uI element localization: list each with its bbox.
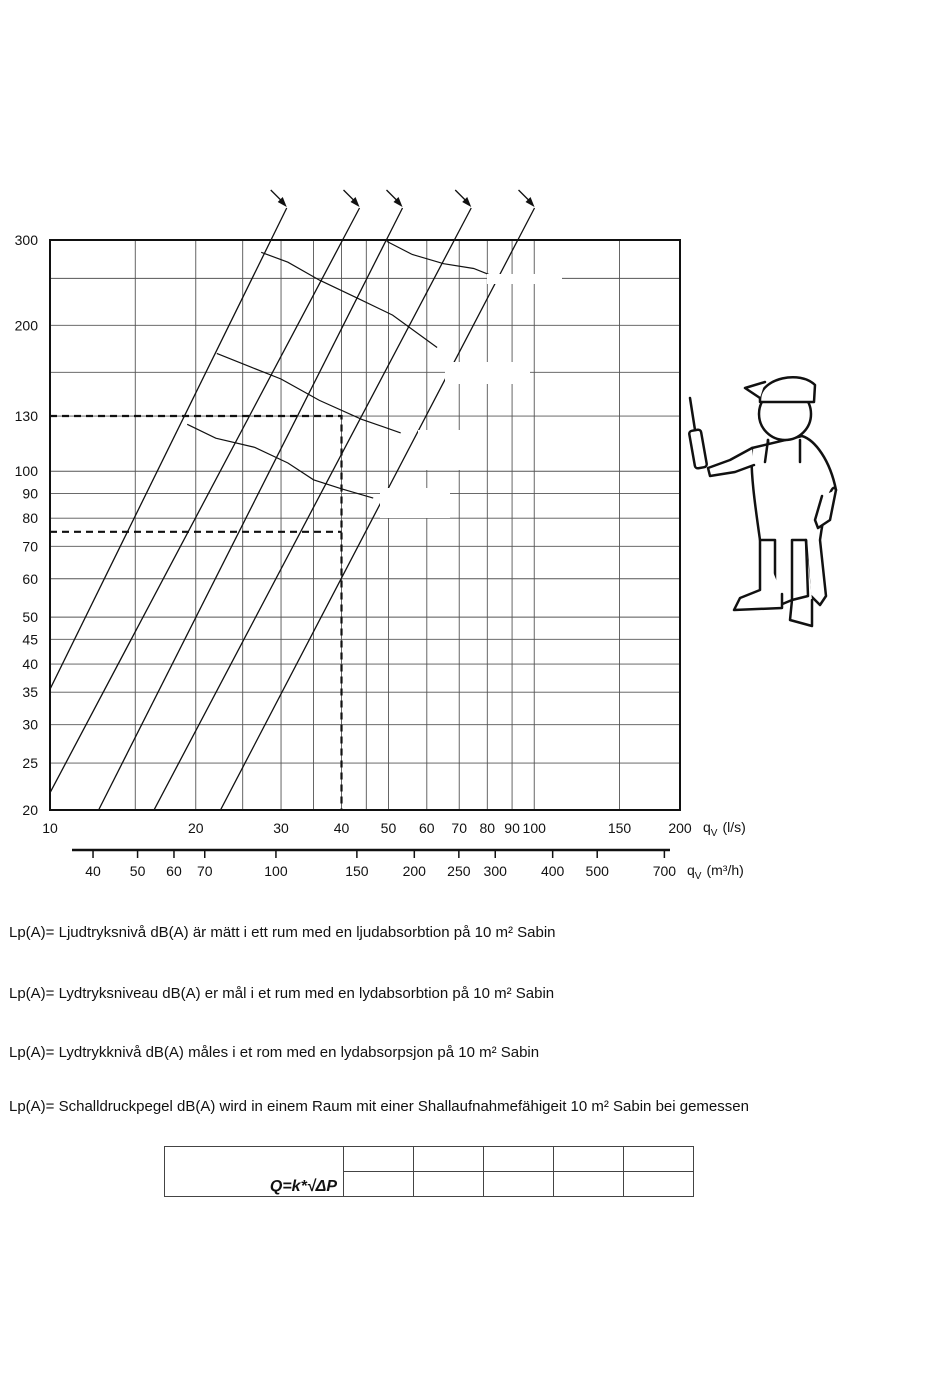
label-mask: [380, 488, 450, 518]
x-tick-label: 90: [504, 820, 520, 836]
x-tick-label: 80: [479, 820, 496, 836]
series-line-extension: [454, 208, 471, 240]
series-line: [50, 240, 271, 689]
formula-cell: [554, 1172, 624, 1197]
note-norwegian: Lp(A)= Lydtrykknivå dB(A) måles i et rom med en lydabsorpsjon på 10 m² Sabin: [9, 1044, 540, 1061]
y-tick-label: 80: [22, 510, 38, 527]
x2-tick-label: 50: [129, 863, 146, 879]
x2-tick-label: 700: [652, 863, 677, 879]
formula-cell: [484, 1147, 554, 1172]
y-tick-label: 35: [22, 684, 38, 701]
y-tick-label: 40: [22, 656, 38, 673]
x2-tick-label: 40: [85, 863, 101, 879]
x-tick-label: 70: [451, 820, 468, 836]
y-tick-label: 30: [22, 716, 38, 733]
formula-cell: [624, 1147, 694, 1172]
label-mask: [445, 362, 530, 384]
y-tick-label: 50: [22, 609, 38, 626]
x-tick-label: 50: [380, 820, 397, 836]
y-tick-labels: [15, 232, 39, 818]
x-tick-labels: [42, 820, 692, 836]
y-tick-label: 70: [22, 538, 38, 555]
y-tick-label: 100: [14, 463, 38, 480]
x2-tick-label: 150: [345, 863, 369, 879]
y-tick-label: 45: [22, 631, 38, 648]
x-tick-label: 100: [522, 820, 546, 836]
x-tick-label: 20: [187, 820, 204, 836]
x2-ticks: [85, 850, 676, 879]
label-mask: [418, 430, 468, 470]
x2-tick-label: 100: [264, 863, 288, 879]
formula-cell: [344, 1147, 414, 1172]
series-line-extension: [386, 208, 402, 240]
note-swedish: Lp(A)= Ljudtryksnivå dB(A) är mätt i ett rum med en ljudabsorbtion på 10 m² Sabin: [9, 924, 556, 941]
formula-row-1: [165, 1147, 694, 1172]
formula-label: Q=k*√ΔP: [165, 1147, 344, 1197]
formula-cell: [554, 1147, 624, 1172]
x-tick-label: 30: [273, 820, 289, 836]
x-tick-label: 150: [607, 820, 632, 836]
series-line-extension: [343, 208, 360, 240]
y-tick-label: 300: [14, 232, 38, 248]
x-tick-label: 200: [668, 820, 692, 836]
formula-cell: [414, 1147, 484, 1172]
x2-tick-label: 70: [196, 863, 213, 879]
formula-cell: [484, 1172, 554, 1197]
x-tick-label: 40: [333, 820, 350, 836]
cross-curve: [187, 424, 373, 498]
y-tick-label: 60: [22, 570, 38, 587]
x-tick-label: 10: [42, 820, 58, 836]
formula-cell: [414, 1172, 484, 1197]
cross-curve: [261, 252, 437, 347]
label-mask: [487, 274, 562, 284]
x-axis-label: $q_V$ (l/s): [703, 819, 746, 839]
x-tick-label: 60: [419, 820, 435, 836]
x2-tick-label: 250: [447, 863, 471, 879]
y-tick-label: 130: [14, 408, 38, 425]
series-line: [50, 240, 343, 793]
note-german: Lp(A)= Schalldruckpegel dB(A) wird in einem Raum mit einer Shallaufnahmefähigeit 10 m² Sabin bei gemessen: [9, 1098, 749, 1115]
series-line-extension: [271, 208, 287, 240]
y-tick-label: 90: [22, 485, 38, 502]
y-tick-label: 20: [22, 802, 38, 818]
note-danish: Lp(A)= Lydtryksniveau dB(A) er mål i et rum med en lydabsorbtion på 10 m² Sabin: [9, 985, 555, 1002]
x2-tick-label: 500: [585, 863, 609, 879]
x2-tick-label: 200: [402, 863, 426, 879]
cross-curve: [387, 241, 493, 276]
x2-tick-label: 60: [166, 863, 182, 879]
x2-tick-label: 400: [540, 863, 565, 879]
technician-illustration: [689, 377, 836, 626]
chart-grid: [50, 240, 680, 810]
flow-formula-table: [164, 1146, 694, 1197]
series-line-extension: [518, 208, 535, 240]
y-tick-label: 200: [14, 317, 38, 334]
x2-tick-label: 300: [483, 863, 507, 879]
x2-axis-label: $q_V$ (m³/h): [687, 862, 744, 882]
formula-cell: [624, 1172, 694, 1197]
formula-cell: [344, 1172, 414, 1197]
y-tick-label: 25: [22, 755, 38, 772]
